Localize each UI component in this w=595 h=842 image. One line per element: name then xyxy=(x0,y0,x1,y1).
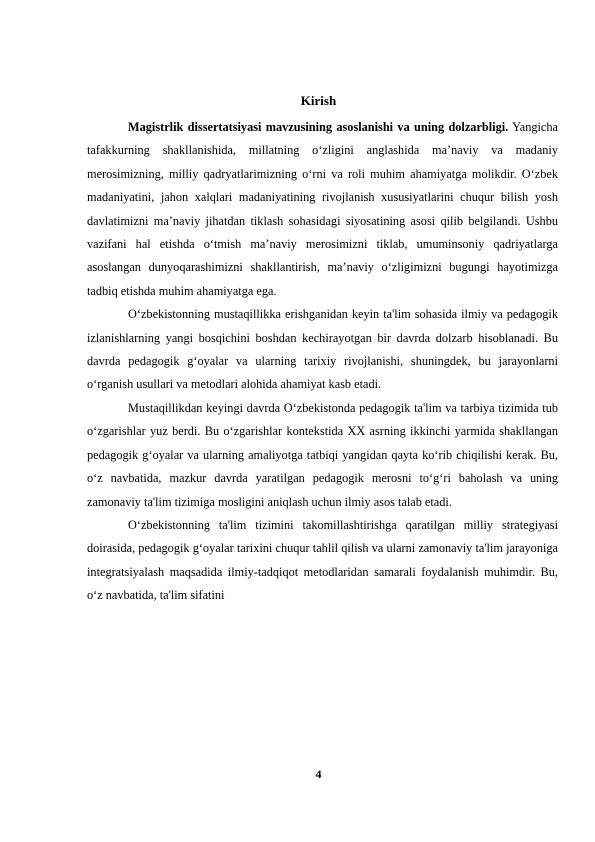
paragraph-1-text: Yangicha tafakkurning shakllanishida, millatning o‘zligini anglashida ma’naviy va madaniy merosimizning, milliy qadryatlarimizning o‘rni va roli muhim ahamiyatga molikdir. O‘zbek madaniyatini, jahon xalqlari madaniyatining rivojlanish xususiyatlarini chuqur bilish yosh davlatimizni ma’naviy jihatdan tiklash sohasidagi siyosatining asosi qilib belgilandi. Ushbu vazifani hal etishda o‘tmish ma’naviy merosimizni tiklab, umuminsoniy qadriyatlarga asoslangan dunyoqarashimizni shakllantirish, ma’naviy o‘zligimizni bugungi hayotimizga tadbiq etishda muhim ahamiyatga ega. xyxy=(87,120,558,298)
paragraph-1 xyxy=(87,116,558,303)
section-heading: Kirish xyxy=(300,93,337,108)
subheading: Magistrlik dissertatsiyasi mavzusining asoslanishi va uning dolzarbligi. xyxy=(128,120,509,134)
paragraph-4: O‘zbekistonning ta'lim tizimini takomillashtirishga qaratilgan milliy strategiyasi doirasida, pedagogik g‘oyalar tarixini chuqur tahlil qilish va ularni zamonaviy ta'lim jarayoniga integratsiyalash maqsadida ilmiy-tadqiqot metodlaridan samarali foydalanish muhimdir. Bu, o‘z navbatida, ta'lim sifatini xyxy=(87,517,558,603)
page-number: 4 xyxy=(315,767,322,781)
paragraph-2: O‘zbekistonning mustaqillikka erishganidan keyin ta'lim sohasida ilmiy va pedagogik izlanishlarning yangi bosqichini boshdan kechirayotgan bir davrda dolzarb hisoblanadi. Bu davrda pedagogik g‘oyalar va ularning tarixiy rivojlanishi, shuningdek, bu jarayonlarni o‘rganish usullari va metodlari alohida ahamiyat kasb etadi. xyxy=(87,307,558,392)
paragraph-3: Mustaqillikdan keyingi davrda O‘zbekistonda pedagogik ta'lim va tarbiya tizimida tub o‘zgarishlar yuz berdi. Bu o‘zgarishlar kontekstida XX asrning ikkinchi yarmida shakllangan pedagogik g‘oyalar va ularning amaliyotga tatbiqi yangidan qayta ko‘rib chiqilishi kerak. Bu, o‘z navbatida, mazkur davrda yaratilgan pedagogik merosni to‘g‘ri baholash va uning zamonaviy ta'lim tizimiga mosligini aniqlash uchun ilmiy asos talab etadi. xyxy=(87,400,558,509)
body-text xyxy=(87,116,558,608)
